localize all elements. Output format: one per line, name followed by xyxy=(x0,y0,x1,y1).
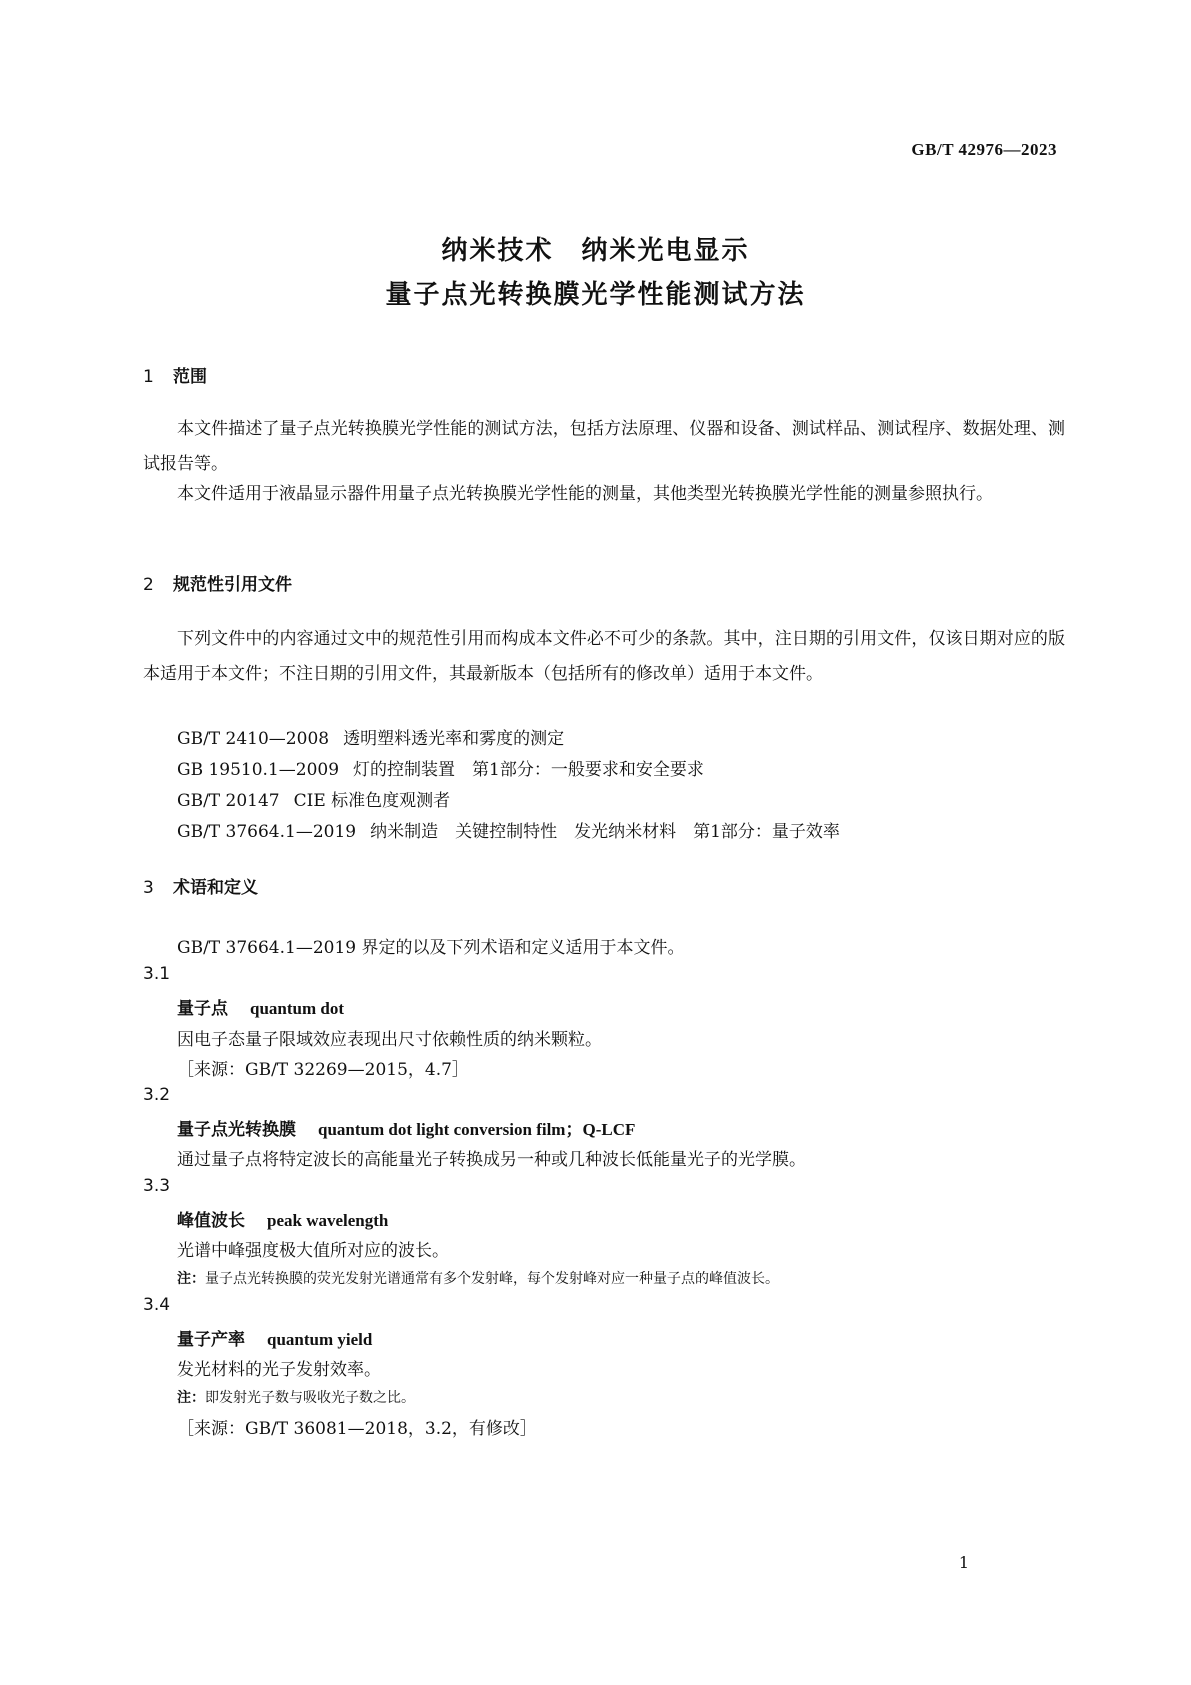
note-label: 注： xyxy=(177,1271,205,1287)
references-paragraph: 下列文件中的内容通过文中的规范性引用而构成本文件必不可少的条款。其中，注日期的引用文件，仅该日期对应的版本适用于本文件；不注日期的引用文件，其最新版本（包括所有的修改单）适用于本文件。 xyxy=(143,629,1065,684)
term-zh: 量子点 xyxy=(177,999,228,1019)
section-heading-normative-references xyxy=(143,570,292,595)
term-definition: 通过量子点将特定波长的高能量光子转换成另一种或几种波长低能量光子的光学膜。 xyxy=(177,1150,806,1170)
term-source: ［来源：GB/T 36081—2018，3.2，有修改］ xyxy=(177,1419,537,1439)
reference-item xyxy=(177,817,840,842)
term-en: quantum dot light conversion film；Q-LCF xyxy=(318,1120,636,1139)
reference-code: GB/T 2410—2008 xyxy=(177,729,330,749)
term-zh: 量子点光转换膜 xyxy=(177,1120,296,1140)
page-number: 1 xyxy=(958,1553,969,1572)
section-heading-terms-definitions xyxy=(143,873,258,898)
note-text: 即发射光子数与吸收光子数之比。 xyxy=(205,1390,415,1406)
term-number: 3.4 xyxy=(143,1295,171,1315)
note-text: 量子点光转换膜的荧光发射光谱通常有多个发射峰，每个发射峰对应一种量子点的峰值波长。 xyxy=(205,1271,779,1287)
term-heading xyxy=(177,1206,388,1231)
reference-title: CIE 标准色度观测者 xyxy=(293,791,451,811)
term-heading xyxy=(177,1325,372,1350)
term-number: 3.1 xyxy=(143,964,171,984)
term-zh: 量子产率 xyxy=(177,1330,245,1350)
section-heading-scope xyxy=(143,362,207,387)
section-number: 2 xyxy=(143,575,154,595)
scope-paragraph-1: 本文件描述了量子点光转换膜光学性能的测试方法，包括方法原理、仪器和设备、测试样品、测试程序、数据处理、测试报告等。 xyxy=(143,419,1065,474)
term-number: 3.2 xyxy=(143,1085,171,1105)
term-number: 3.3 xyxy=(143,1176,171,1196)
term-note xyxy=(177,1268,779,1288)
reference-code: GB/T 37664.1—2019 xyxy=(177,822,357,842)
section-number: 3 xyxy=(143,878,154,898)
term-en: peak wavelength xyxy=(267,1211,389,1230)
section-title: 术语和定义 xyxy=(173,878,258,898)
term-heading xyxy=(177,994,344,1019)
term-zh: 峰值波长 xyxy=(177,1211,245,1231)
terms-intro: GB/T 37664.1—2019 界定的以及下列术语和定义适用于本文件。 xyxy=(177,938,685,958)
standard-code: GB/T 42976—2023 xyxy=(911,140,1057,159)
document-title-line1: 纳米技术 纳米光电显示 xyxy=(441,236,750,266)
reference-title: 灯的控制装置 第1部分：一般要求和安全要求 xyxy=(353,760,704,780)
reference-item xyxy=(177,786,450,811)
reference-item xyxy=(177,724,564,749)
term-en: quantum dot xyxy=(250,999,345,1018)
reference-code: GB/T 20147 xyxy=(177,791,280,811)
term-source: ［来源：GB/T 32269—2015，4.7］ xyxy=(177,1060,469,1080)
term-note xyxy=(177,1387,415,1407)
term-heading xyxy=(177,1115,635,1140)
section-title: 规范性引用文件 xyxy=(173,575,292,595)
scope-paragraph-2: 本文件适用于液晶显示器件用量子点光转换膜光学性能的测量，其他类型光转换膜光学性能的测量参照执行。 xyxy=(177,484,993,504)
section-title: 范围 xyxy=(173,367,207,387)
document-title-line2: 量子点光转换膜光学性能测试方法 xyxy=(385,280,806,310)
section-number: 1 xyxy=(143,367,154,387)
reference-item xyxy=(177,755,704,780)
term-definition: 因电子态量子限域效应表现出尺寸依赖性质的纳米颗粒。 xyxy=(177,1030,602,1050)
term-definition: 光谱中峰强度极大值所对应的波长。 xyxy=(177,1241,449,1261)
term-definition: 发光材料的光子发射效率。 xyxy=(177,1360,381,1380)
reference-code: GB 19510.1—2009 xyxy=(177,760,340,780)
note-label: 注： xyxy=(177,1390,205,1406)
reference-title: 透明塑料透光率和雾度的测定 xyxy=(343,729,565,749)
term-en: quantum yield xyxy=(267,1330,373,1349)
reference-title: 纳米制造 关键控制特性 发光纳米材料 第1部分：量子效率 xyxy=(370,822,840,842)
